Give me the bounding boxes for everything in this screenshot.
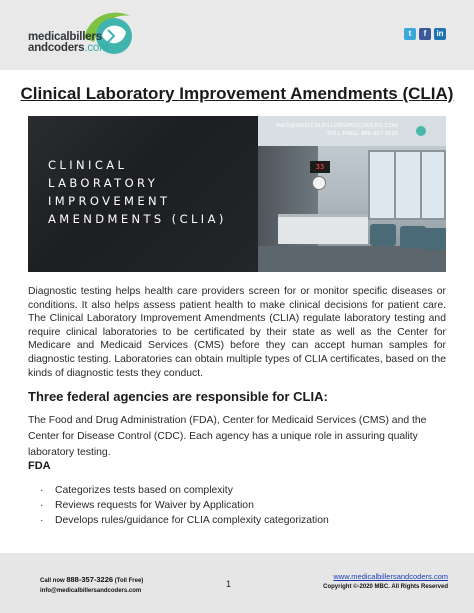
page-number: 1 — [226, 579, 232, 589]
bullet-icon: · — [40, 514, 44, 526]
intro-paragraph: Diagnostic testing helps health care providers screen for or monitor specific diseases or conditions. It also helps assess patient health to make clinical decisions for patient care. The Clinical Laboratory Improvement Amendments (CLIA) regulate laboratory testing and require clinical laboratories to be certificated by their state as well as the Center for Medicare and Medicaid Services (CMS) before they can accept human samples for diagnostic testing. Laboratories can obtain multiple types of CLIA certificates, based on the kinds of diagnostic tests they conduct. — [28, 286, 446, 379]
banner-toll-free: TOLL FREE: 888-357-3226 — [326, 131, 398, 137]
window-frame — [420, 152, 422, 218]
list-item — [40, 514, 329, 529]
page-header — [0, 0, 474, 70]
company-logo[interactable] — [28, 8, 138, 64]
bullet-icon: · — [40, 499, 44, 511]
clock-icon — [312, 176, 326, 190]
chair-icon — [370, 224, 396, 246]
page-title: Clinical Laboratory Improvement Amendments (CLIA) — [20, 84, 454, 103]
photo-floor — [258, 246, 446, 272]
banner-line-2: LABORATORY — [48, 176, 159, 190]
logo-line-2: andcoders — [28, 42, 85, 54]
logo-line-1: medicalbillers — [28, 31, 102, 43]
copyright-text: Copyright ©-2020 MBC. All Rights Reserved — [323, 584, 448, 590]
banner-line-3: IMPROVEMENT — [48, 194, 171, 208]
window-frame — [394, 152, 396, 218]
toll-free-label: (Toll Free) — [114, 578, 144, 584]
bullet-icon: · — [40, 485, 44, 496]
footer-contact — [40, 575, 143, 596]
list-item-text: Develops rules/guidance for CLIA complexity categorization — [55, 514, 329, 526]
footer-website-link[interactable]: www.medicalbillersandcoders.com — [333, 572, 448, 581]
banner-line-1: CLINICAL — [48, 158, 128, 172]
list-item-text: Categorizes tests based on complexity — [55, 485, 233, 496]
footer-right — [323, 572, 448, 592]
social-links — [404, 28, 446, 40]
list-item — [40, 499, 329, 514]
footer-email[interactable]: info@medicalbillersandcoders.com — [40, 588, 142, 594]
photo-desk — [278, 214, 368, 244]
banner-line-4: AMENDMENTS (CLIA) — [48, 212, 227, 226]
banner-logo-icon — [406, 126, 438, 142]
banner-heading — [48, 156, 227, 228]
hero-banner — [28, 116, 446, 272]
list-item-text: Reviews requests for Waiver by Application — [55, 499, 254, 511]
chair-icon — [422, 228, 446, 250]
facebook-icon[interactable]: f — [419, 28, 431, 40]
call-prefix: Call now — [40, 578, 65, 584]
logo-suffix: .com — [84, 42, 109, 54]
logo-wordmark — [28, 32, 108, 54]
linkedin-icon[interactable]: in — [434, 28, 446, 40]
list-item — [40, 484, 329, 499]
page-footer — [0, 553, 474, 613]
footer-phone[interactable]: 888-357-3226 — [66, 575, 114, 584]
fda-list — [40, 484, 329, 528]
agencies-paragraph: The Food and Drug Administration (FDA), Center for Medicaid Services (CMS) and the Center for Disease Control (CDC). Each agency has a unique role in assuring quality laboratory testing. — [28, 415, 427, 458]
queue-counter-display: 33 — [310, 161, 330, 173]
banner-email: INFO@MEDICALBILLERSANDCODERS.COM — [276, 123, 398, 129]
section-heading: Three federal agencies are responsible for CLIA: — [28, 389, 328, 404]
photo-window — [368, 150, 446, 220]
twitter-icon[interactable]: t — [404, 28, 416, 40]
banner-contact — [276, 122, 398, 138]
fda-heading: FDA — [28, 460, 51, 472]
